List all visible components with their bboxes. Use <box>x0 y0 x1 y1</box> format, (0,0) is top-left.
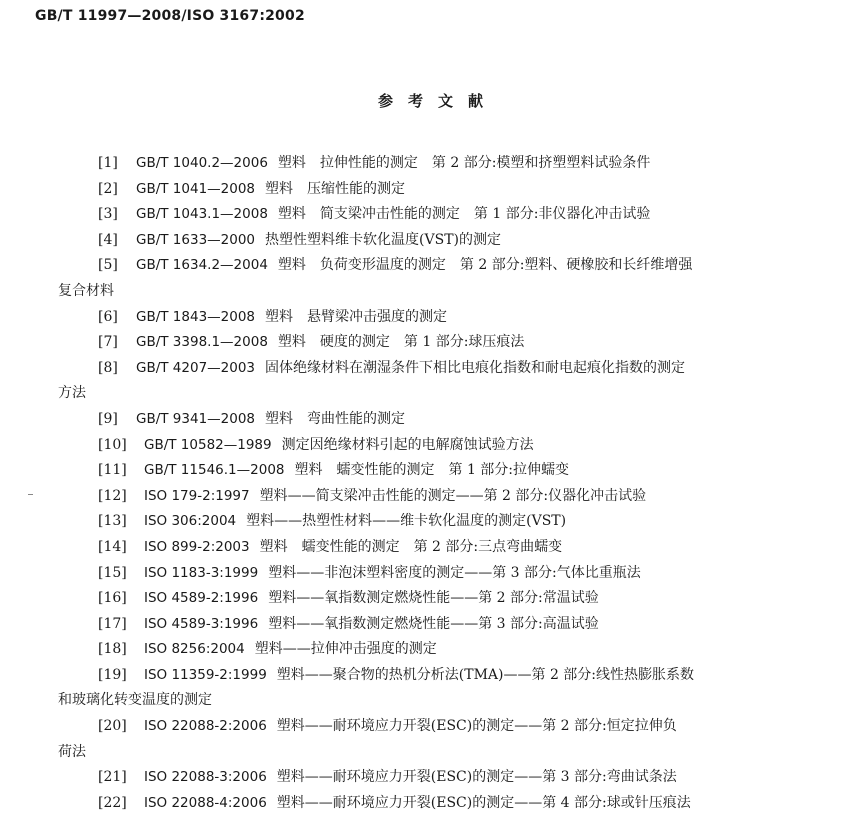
reference-item <box>0 330 864 356</box>
reference-item <box>0 714 864 765</box>
reference-number: [1] <box>98 155 118 171</box>
reference-number: [15] <box>98 564 127 581</box>
reference-code: ISO 306:2004 <box>144 513 237 530</box>
reference-line <box>0 330 864 356</box>
reference-item <box>0 228 864 254</box>
margin-mark <box>28 494 33 495</box>
reference-title: 塑料——氧指数测定燃烧性能——第 2 部分:常温试验 <box>268 590 599 607</box>
reference-item <box>0 663 864 714</box>
reference-title: 塑料 弯曲性能的测定 <box>265 410 406 427</box>
reference-item <box>0 458 864 484</box>
reference-line <box>0 177 864 203</box>
reference-title: 塑料 蠕变性能的测定 第 1 部分:拉伸蠕变 <box>294 462 570 479</box>
reference-code: ISO 4589-2:1996 <box>144 590 259 607</box>
reference-code: ISO 22088-2:2006 <box>144 718 267 735</box>
reference-number: [12] <box>98 487 127 504</box>
reference-title: 热塑性塑料维卡软化温度(VST)的测定 <box>265 231 501 248</box>
reference-item <box>0 202 864 228</box>
reference-title: 塑料——拉伸冲击强度的测定 <box>254 641 437 658</box>
page-title: 参考文献 <box>377 92 498 110</box>
reference-line <box>0 612 864 638</box>
reference-item <box>0 484 864 510</box>
reference-code: GB/T 11546.1—2008 <box>144 462 285 479</box>
reference-line <box>0 356 864 382</box>
reference-title: 塑料 简支梁冲击性能的测定 第 1 部分:非仪器化冲击试验 <box>277 206 651 223</box>
reference-line <box>0 535 864 561</box>
reference-code: GB/T 1043.1—2008 <box>136 206 268 223</box>
reference-number: [3] <box>98 206 118 223</box>
reference-line <box>0 714 864 740</box>
reference-item <box>0 433 864 459</box>
reference-code: ISO 4589-3:1996 <box>144 615 259 632</box>
reference-code: ISO 8256:2004 <box>144 641 245 658</box>
reference-title: 塑料——简支梁冲击性能的测定——第 2 部分:仪器化冲击试验 <box>259 487 647 504</box>
reference-title: 塑料 拉伸性能的测定 第 2 部分:模塑和挤塑塑料试验条件 <box>277 155 651 171</box>
reference-item <box>0 407 864 433</box>
reference-line <box>0 765 864 791</box>
reference-line <box>0 202 864 228</box>
reference-code: GB/T 1843—2008 <box>136 308 256 325</box>
reference-number: [5] <box>98 257 118 274</box>
reference-number: [18] <box>98 641 127 658</box>
reference-list <box>0 151 864 816</box>
reference-line <box>0 663 864 689</box>
reference-line <box>0 433 864 459</box>
reference-title: 塑料 悬臂梁冲击强度的测定 <box>265 308 448 325</box>
reference-line <box>0 484 864 510</box>
reference-title: 塑料——聚合物的热机分析法(TMA)——第 2 部分:线性热膨胀系数 <box>276 666 695 683</box>
reference-title: 塑料 负荷变形温度的测定 第 2 部分:塑料、硬橡胶和长纤维增强 <box>277 257 693 274</box>
reference-title: 固体绝缘材料在潮湿条件下相比电痕化指数和耐电起痕化指数的测定 <box>265 359 686 376</box>
reference-item <box>0 612 864 638</box>
reference-continuation: 复合材料 <box>58 282 114 299</box>
reference-code: ISO 179-2:1997 <box>144 487 250 504</box>
reference-continuation: 荷法 <box>58 743 86 760</box>
reference-code: ISO 22088-4:2006 <box>144 794 267 811</box>
reference-item <box>0 151 864 177</box>
reference-title: 塑料——热塑性材料——维卡软化温度的测定(VST) <box>246 513 567 530</box>
reference-line <box>0 586 864 612</box>
reference-title: 塑料——耐环境应力开裂(ESC)的测定——第 3 部分:弯曲试条法 <box>276 769 677 786</box>
reference-item <box>0 561 864 587</box>
reference-item <box>0 509 864 535</box>
reference-title: 塑料——耐环境应力开裂(ESC)的测定——第 2 部分:恒定拉伸负 <box>276 718 677 735</box>
reference-line <box>0 791 864 817</box>
reference-item <box>0 586 864 612</box>
reference-code: GB/T 1040.2—2006 <box>136 155 268 171</box>
reference-number: [13] <box>98 513 127 530</box>
reference-item <box>0 305 864 331</box>
reference-code: GB/T 9341—2008 <box>136 410 256 427</box>
reference-line <box>0 151 864 177</box>
reference-number: [7] <box>98 334 118 351</box>
reference-item <box>0 356 864 407</box>
reference-title: 测定因绝缘材料引起的电解腐蚀试验方法 <box>281 436 534 453</box>
reference-code: ISO 11359-2:1999 <box>144 666 267 683</box>
reference-number: [10] <box>98 436 127 453</box>
reference-title: 塑料——氧指数测定燃烧性能——第 3 部分:高温试验 <box>268 615 599 632</box>
reference-item <box>0 791 864 817</box>
reference-title: 塑料 压缩性能的测定 <box>265 180 406 197</box>
reference-line <box>0 407 864 433</box>
reference-continuation: 方法 <box>58 385 86 402</box>
reference-item <box>0 637 864 663</box>
reference-number: [19] <box>98 666 127 683</box>
standard-code-header: GB/T 11997—2008/ISO 3167:2002 <box>35 8 305 24</box>
reference-continuation: 和玻璃化转变温度的测定 <box>58 692 212 709</box>
reference-number: [21] <box>98 769 127 786</box>
reference-title: 塑料——耐环境应力开裂(ESC)的测定——第 4 部分:球或针压痕法 <box>276 794 691 811</box>
reference-title: 塑料 蠕变性能的测定 第 2 部分:三点弯曲蠕变 <box>259 538 563 555</box>
reference-item <box>0 253 864 304</box>
reference-code: GB/T 3398.1—2008 <box>136 334 268 351</box>
reference-line <box>0 561 864 587</box>
reference-line <box>0 253 864 279</box>
reference-code: ISO 22088-3:2006 <box>144 769 267 786</box>
reference-code: ISO 899-2:2003 <box>144 538 250 555</box>
reference-number: [6] <box>98 308 118 325</box>
reference-code: GB/T 1041—2008 <box>136 180 256 197</box>
reference-number: [17] <box>98 615 127 632</box>
reference-item <box>0 177 864 203</box>
reference-number: [22] <box>98 794 127 811</box>
reference-line <box>0 509 864 535</box>
reference-code: ISO 1183-3:1999 <box>144 564 259 581</box>
reference-number: [2] <box>98 180 118 197</box>
reference-code: GB/T 1633—2000 <box>136 231 256 248</box>
reference-number: [20] <box>98 718 127 735</box>
reference-line <box>0 305 864 331</box>
reference-title: 塑料——非泡沫塑料密度的测定——第 3 部分:气体比重瓶法 <box>268 564 641 581</box>
reference-line <box>0 458 864 484</box>
reference-line <box>0 228 864 254</box>
reference-code: GB/T 10582—1989 <box>144 436 272 453</box>
reference-title: 塑料 硬度的测定 第 1 部分:球压痕法 <box>277 334 525 351</box>
reference-item <box>0 535 864 561</box>
reference-number: [16] <box>98 590 127 607</box>
reference-item <box>0 765 864 791</box>
reference-number: [4] <box>98 231 118 248</box>
reference-code: GB/T 4207—2003 <box>136 359 256 376</box>
reference-code: GB/T 1634.2—2004 <box>136 257 268 274</box>
reference-number: [11] <box>98 462 127 479</box>
reference-number: [14] <box>98 538 127 555</box>
reference-number: [9] <box>98 410 118 427</box>
reference-number: [8] <box>98 359 118 376</box>
reference-line <box>0 637 864 663</box>
